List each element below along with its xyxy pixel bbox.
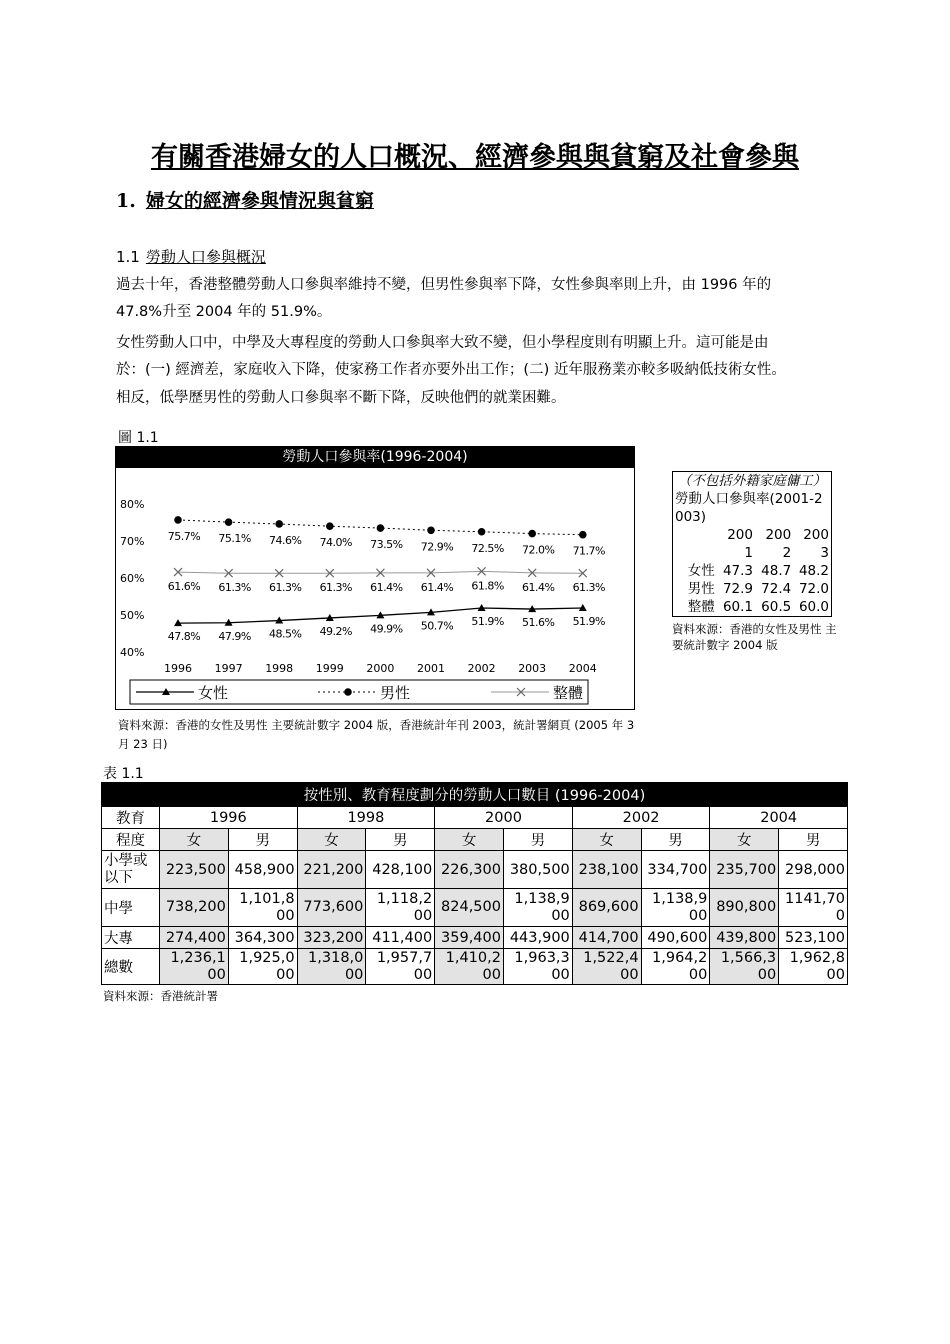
table-year-header: 1996 [160,807,298,829]
table-label: 表 1.1 [103,766,144,782]
data-point-marker [275,520,283,528]
data-point-marker [478,528,486,536]
data-label: 51.9% [572,614,606,628]
table-cell: 523,100 [779,927,848,949]
data-label: 61.4% [420,580,454,594]
data-point-marker [174,516,182,524]
legend-label: 男性 [380,684,411,702]
side-table-row-label: 女性 [673,562,717,580]
data-label: 49.9% [370,622,403,636]
table-cell: 890,800 [710,889,779,927]
data-label: 61.3% [572,581,606,595]
x-tick-label: 2004 [568,662,597,675]
table-sex-header: 女 [160,829,229,851]
y-tick-label: 70% [120,535,145,548]
table-cell: 274,400 [160,927,229,949]
side-table-source: 資料來源：香港的女性及男性 主要統計數字 2004 版 [672,622,837,652]
side-table-title: 勞動人口參與率(2001-2003) [675,491,823,525]
data-label: 47.9% [218,629,251,643]
table-cell: 458,900 [228,851,297,889]
table-sex-header: 女 [572,829,641,851]
data-label: 61.8% [471,579,504,593]
table-cell: 323,200 [297,927,366,949]
chart-plot [116,468,634,709]
table-row [102,949,848,985]
section-heading [116,186,374,213]
table-cell: 238,100 [572,851,641,889]
table-cell: 773,600 [297,889,366,927]
data-label: 50.7% [420,619,454,633]
side-table-cell: 72.4 [761,581,792,597]
section-number: 1. [116,190,136,212]
x-tick-label: 1997 [214,662,243,675]
table-cell: 1,138,900 [641,889,710,927]
table-cell: 380,500 [503,851,572,889]
data-label: 72.9% [420,540,454,554]
table-row [102,927,848,949]
table-cell: 359,400 [435,927,504,949]
side-table-cell: 72.9 [722,581,753,597]
paragraph-line: 相反，低學歷男性的勞動人口參與率不斷下降，反映他們的就業困難。 [116,390,566,406]
subsection-title: 勞動人口參與概況 [145,248,266,266]
data-label: 75.7% [167,529,201,543]
side-table-year: 2001 [727,527,753,561]
table-cell: 1,522,400 [572,949,641,985]
data-label: 74.6% [268,533,302,547]
data-label: 61.4% [521,580,555,594]
table-source: 資料來源：香港統計署 [103,989,218,1003]
table-cell: 221,200 [297,851,366,889]
side-table-cell: 47.3 [722,563,753,579]
table-sex-header: 男 [228,829,297,851]
figure-source: 資料來源：香港的女性及男性 主要統計數字 2004 版，香港統計年刊 2003，統計署網頁 (2005 年 3 月 23 日) [118,718,635,751]
y-tick-label: 40% [120,646,145,659]
data-label: 61.3% [319,581,353,595]
labour-force-table [101,782,848,985]
table-cell: 1,963,300 [503,949,572,985]
paragraph-line: 女性勞動人口中，中學及大專程度的勞動人口參與率大致不變，但小學程度則有明顯上升。這可能是由 [116,335,769,351]
side-table-year: 2002 [765,527,792,561]
section-title: 婦女的經濟參與情況與貧窮 [145,190,374,212]
table-cell: 1,318,000 [297,949,366,985]
x-tick-label: 2001 [417,662,445,675]
x-tick-label: 2000 [366,662,395,675]
subsection-number: 1.1 [116,248,140,266]
table-cell: 824,500 [435,889,504,927]
legend-label: 整體 [553,684,584,702]
table-cell: 298,000 [779,851,848,889]
table-cell: 1,566,300 [710,949,779,985]
table-sex-header: 女 [435,829,504,851]
side-table-cell: 72.0 [793,580,831,598]
table-cell: 1,925,000 [228,949,297,985]
table-cell: 1,410,200 [435,949,504,985]
table-sex-header: 男 [779,829,848,851]
data-label: 73.5% [370,538,403,552]
data-label: 51.9% [471,614,504,628]
side-table-cell: 60.1 [717,598,755,617]
data-point-marker [377,524,385,532]
table-cell: 428,100 [366,851,435,889]
table-sex-header: 男 [366,829,435,851]
data-label: 71.7% [572,544,606,558]
side-table-row-label: 男性 [673,580,717,598]
side-table-note: （不包括外籍家庭傭工） [677,473,827,489]
table-cell: 1,138,900 [503,889,572,927]
table-cell: 364,300 [228,927,297,949]
table-row-label: 大專 [102,927,160,949]
table-sex-header: 男 [641,829,710,851]
table-cell: 490,600 [641,927,710,949]
table-year-header: 2000 [435,807,573,829]
data-label: 61.4% [370,580,403,594]
data-point-marker [579,531,587,539]
table-cell: 443,900 [503,927,572,949]
side-table [672,471,832,617]
table-sex-header: 女 [297,829,366,851]
data-label: 72.5% [471,541,504,555]
table-header-education: 教育 [102,807,160,829]
table-cell: 1,236,100 [160,949,229,985]
table-cell: 1,962,800 [779,949,848,985]
x-tick-label: 1998 [265,662,294,675]
table-cell: 1141,700 [779,889,848,927]
data-label: 75.1% [218,532,251,546]
table-year-header: 2002 [572,807,710,829]
table-cell: 334,700 [641,851,710,889]
side-table-cell: 48.2 [793,562,831,580]
data-label: 61.3% [218,581,251,595]
table-sex-header: 男 [503,829,572,851]
legend-label: 女性 [198,684,229,702]
table-row-label: 總數 [102,949,160,985]
table-row-label: 小學或以下 [102,851,160,889]
table-cell: 411,400 [366,927,435,949]
y-tick-label: 80% [120,498,145,511]
table-header-level: 程度 [102,829,160,851]
table-row [102,851,848,889]
table-cell: 414,700 [572,927,641,949]
side-table-year: 2003 [793,526,831,562]
table-cell: 1,101,800 [228,889,297,927]
paragraph-line: 47.8%升至 2004 年的 51.9%。 [116,304,332,320]
line-chart [115,446,635,710]
data-label: 51.6% [521,616,555,630]
table-cell: 439,800 [710,927,779,949]
table-cell: 1,957,700 [366,949,435,985]
data-label: 49.2% [319,624,353,638]
data-label: 61.6% [167,580,201,594]
y-tick-label: 60% [120,572,145,585]
data-label: 61.3% [268,581,302,595]
table-cell: 223,500 [160,851,229,889]
document-title: 有關香港婦女的人口概況、經濟參與與貧窮及社會參與 [151,142,799,173]
legend-marker [344,688,352,696]
table-row-label: 中學 [102,889,160,927]
table-year-header: 2004 [710,807,848,829]
table-cell: 226,300 [435,851,504,889]
y-tick-label: 50% [120,609,145,622]
table-cell: 1,964,200 [641,949,710,985]
side-table-row-label: 整體 [673,598,717,617]
table-cell: 1,118,200 [366,889,435,927]
table-cell: 235,700 [710,851,779,889]
side-table-caption [673,472,832,527]
data-label: 48.5% [268,627,302,641]
table-year-header: 1998 [297,807,435,829]
subsection-heading [116,246,266,267]
x-tick-label: 2002 [467,662,496,675]
figure-label: 圖 1.1 [118,430,159,446]
side-table-cell: 48.7 [761,563,792,579]
x-tick-label: 2003 [518,662,547,675]
table-cell: 738,200 [160,889,229,927]
data-point-marker [225,518,233,526]
side-table-cell: 60.0 [793,598,831,617]
x-tick-label: 1996 [164,662,192,675]
data-point-marker [427,526,435,534]
data-point-marker [326,522,334,530]
data-point-marker [528,530,536,538]
data-label: 74.0% [319,536,353,550]
chart-title: 勞動人口參與率(1996-2004) [116,447,634,468]
paragraph-line: 於：(一) 經濟差，家庭收入下降，使家務工作者亦要外出工作；(二) 近年服務業亦較多吸納低技術女性。 [116,362,786,378]
data-label: 72.0% [521,543,555,557]
table-sex-header: 女 [710,829,779,851]
table-title: 按性別、教育程度劃分的勞動人口數目 (1996-2004) [102,783,848,807]
data-label: 47.8% [167,630,201,644]
paragraph-line: 過去十年，香港整體勞動人口參與率維持不變，但男性參與率下降，女性參與率則上升，由 1996 年的 [116,277,772,293]
table-row [102,889,848,927]
side-table-cell: 60.5 [755,598,793,617]
table-cell: 869,600 [572,889,641,927]
x-tick-label: 1999 [315,662,344,675]
